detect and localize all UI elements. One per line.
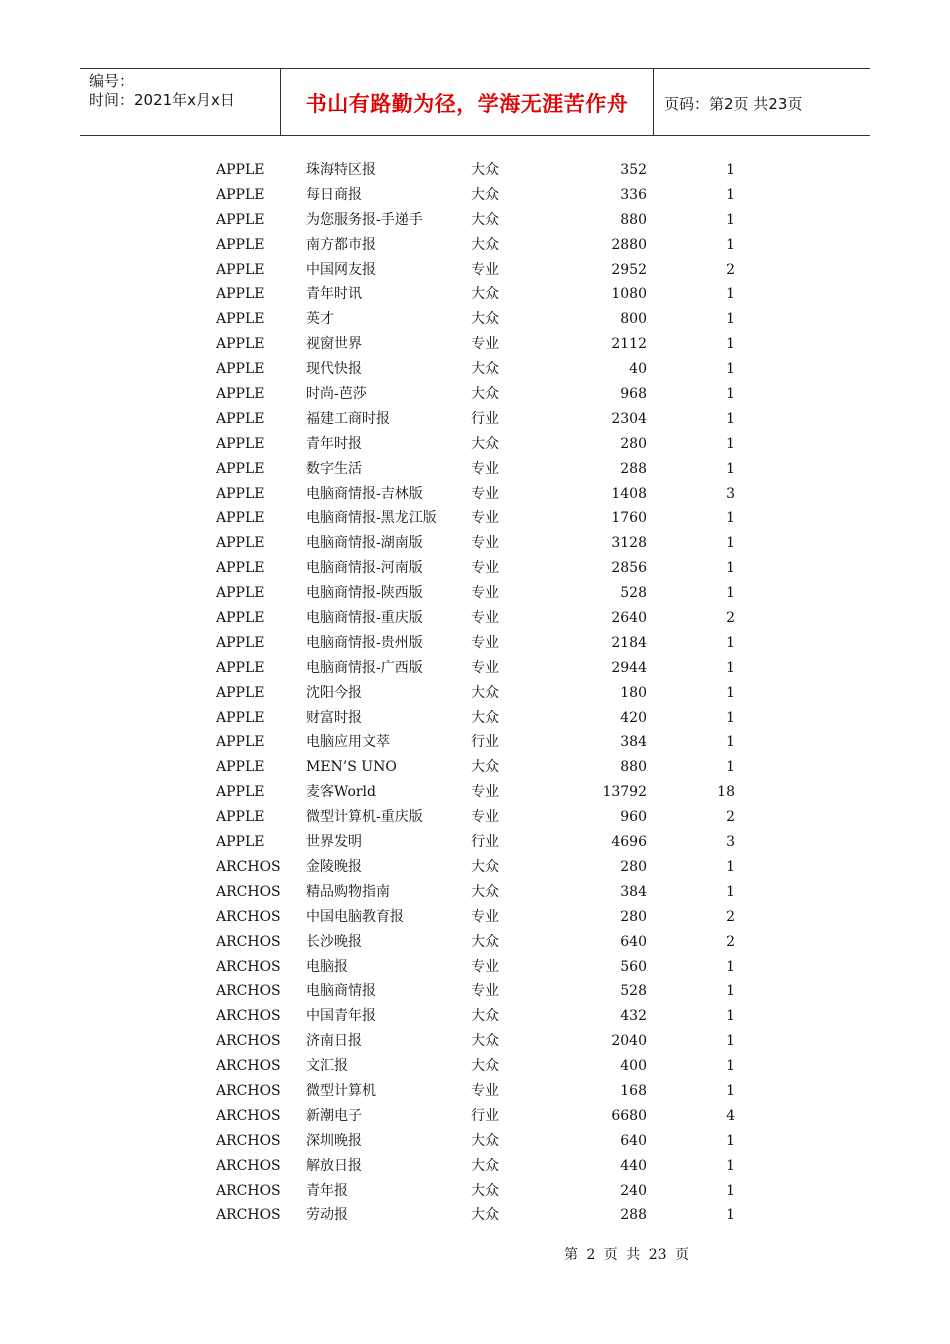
- brand-cell: APPLE: [216, 809, 265, 826]
- media-type-cell: 大众: [471, 162, 499, 178]
- table-row: [0, 830, 950, 855]
- count-cell: 1: [726, 311, 735, 328]
- count-cell: 1: [726, 236, 735, 253]
- count-cell: 1: [726, 1157, 735, 1174]
- table-row: [0, 1004, 950, 1029]
- brand-cell: APPLE: [216, 410, 265, 427]
- count-cell: 1: [726, 1082, 735, 1099]
- header-motto: 书山有路勤为径，学海无涯苦作舟: [305, 92, 629, 116]
- media-cell: 时尚-芭莎: [306, 386, 367, 403]
- media-cell: 微型计算机: [306, 1082, 376, 1099]
- table-row: [0, 258, 950, 283]
- media-cell: 世界发明: [306, 834, 362, 851]
- brand-cell: APPLE: [216, 286, 265, 303]
- media-cell: 电脑报: [306, 958, 348, 975]
- table-row: [0, 780, 950, 805]
- amount-cell: 2640: [611, 610, 647, 627]
- count-cell: 1: [726, 709, 735, 726]
- table-row: [0, 681, 950, 706]
- media-cell: 新潮电子: [306, 1107, 362, 1124]
- media-cell: 济南日报: [306, 1033, 362, 1050]
- media-cell: 电脑商情报-陕西版: [306, 585, 423, 602]
- media-type-cell: 行业: [471, 1107, 499, 1124]
- table-row: [0, 1104, 950, 1129]
- media-type-cell: 专业: [471, 634, 499, 651]
- amount-cell: 13792: [602, 784, 647, 801]
- brand-cell: ARCHOS: [216, 958, 281, 975]
- count-cell: 1: [726, 535, 735, 552]
- amount-cell: 2952: [611, 261, 647, 278]
- amount-cell: 384: [620, 883, 647, 900]
- table-row: [0, 755, 950, 780]
- media-type-cell: 专业: [471, 585, 499, 602]
- table-row: [0, 805, 950, 830]
- amount-cell: 440: [620, 1157, 647, 1174]
- count-cell: 1: [726, 734, 735, 751]
- media-cell: 青年时报: [306, 435, 362, 452]
- count-cell: 1: [726, 684, 735, 701]
- count-cell: 1: [726, 659, 735, 676]
- media-type-cell: 大众: [471, 435, 499, 452]
- count-cell: 1: [726, 759, 735, 776]
- media-cell: 电脑商情报-广西版: [306, 659, 423, 676]
- brand-cell: APPLE: [216, 734, 265, 751]
- media-type-cell: 大众: [471, 386, 499, 403]
- brand-cell: ARCHOS: [216, 1132, 281, 1149]
- media-type-cell: 大众: [471, 858, 499, 875]
- media-type-cell: 行业: [471, 734, 499, 751]
- media-type-cell: 专业: [471, 958, 499, 975]
- amount-cell: 384: [620, 734, 647, 751]
- count-cell: 1: [726, 1033, 735, 1050]
- amount-cell: 880: [620, 211, 647, 228]
- media-type-cell: 大众: [471, 1182, 499, 1199]
- count-cell: 2: [726, 809, 735, 826]
- table-row: [0, 656, 950, 681]
- table-row: [0, 332, 950, 357]
- amount-cell: 640: [620, 1132, 647, 1149]
- brand-cell: APPLE: [216, 460, 265, 477]
- amount-cell: 280: [620, 435, 647, 452]
- media-type-cell: 专业: [471, 659, 499, 676]
- media-cell: 数字生活: [306, 460, 362, 477]
- media-cell: 微型计算机-重庆版: [306, 809, 423, 826]
- brand-cell: ARCHOS: [216, 983, 281, 1000]
- brand-cell: APPLE: [216, 236, 265, 253]
- amount-cell: 1080: [611, 286, 647, 303]
- page-header: [80, 68, 870, 136]
- media-type-cell: 大众: [471, 1033, 499, 1050]
- media-cell: 福建工商时报: [306, 410, 390, 427]
- media-type-cell: 专业: [471, 510, 499, 527]
- table-row: [0, 730, 950, 755]
- media-cell: 珠海特区报: [306, 162, 376, 178]
- media-cell: 电脑商情报-河南版: [306, 560, 423, 577]
- media-cell: 金陵晚报: [306, 858, 362, 875]
- amount-cell: 3128: [611, 535, 647, 552]
- media-type-cell: 专业: [471, 1082, 499, 1099]
- media-cell: MEN’S UNO: [306, 759, 397, 776]
- table-row: [0, 407, 950, 432]
- table-row: [0, 158, 950, 183]
- brand-cell: APPLE: [216, 361, 265, 378]
- media-type-cell: 大众: [471, 883, 499, 900]
- media-type-cell: 专业: [471, 560, 499, 577]
- media-type-cell: 大众: [471, 236, 499, 253]
- media-type-cell: 大众: [471, 1132, 499, 1149]
- table-row: [0, 482, 950, 507]
- amount-cell: 2184: [611, 634, 647, 651]
- table-row: [0, 979, 950, 1004]
- brand-cell: ARCHOS: [216, 1157, 281, 1174]
- table-row: [0, 930, 950, 955]
- brand-cell: ARCHOS: [216, 933, 281, 950]
- brand-cell: APPLE: [216, 311, 265, 328]
- count-cell: 1: [726, 1182, 735, 1199]
- table-row: [0, 208, 950, 233]
- time-label: 时间：2021年x月x日: [89, 91, 235, 109]
- brand-cell: APPLE: [216, 435, 265, 452]
- table-row: [0, 556, 950, 581]
- media-type-cell: 行业: [471, 834, 499, 851]
- brand-cell: APPLE: [216, 709, 265, 726]
- amount-cell: 400: [620, 1058, 647, 1075]
- brand-cell: APPLE: [216, 485, 265, 502]
- table-row: [0, 1129, 950, 1154]
- media-cell: 每日商报: [306, 186, 362, 203]
- amount-cell: 2304: [611, 410, 647, 427]
- media-type-cell: 大众: [471, 1058, 499, 1075]
- serial-label: 编号：: [89, 72, 135, 90]
- count-cell: 2: [726, 933, 735, 950]
- media-cell: 南方都市报: [306, 236, 376, 253]
- brand-cell: ARCHOS: [216, 1033, 281, 1050]
- table-row: [0, 506, 950, 531]
- brand-cell: APPLE: [216, 634, 265, 651]
- media-type-cell: 专业: [471, 809, 499, 826]
- media-type-cell: 专业: [471, 610, 499, 627]
- media-type-cell: 专业: [471, 261, 499, 278]
- amount-cell: 640: [620, 933, 647, 950]
- amount-cell: 280: [620, 908, 647, 925]
- count-cell: 1: [726, 1207, 735, 1224]
- media-cell: 麦客World: [306, 784, 376, 801]
- count-cell: 1: [726, 286, 735, 303]
- amount-cell: 4696: [611, 834, 647, 851]
- media-type-cell: 专业: [471, 460, 499, 477]
- count-cell: 2: [726, 908, 735, 925]
- media-cell: 英才: [306, 311, 334, 328]
- table-row: [0, 357, 950, 382]
- brand-cell: APPLE: [216, 186, 265, 203]
- header-page-info-cell: [654, 69, 870, 135]
- header-meta: [80, 69, 281, 135]
- amount-cell: 1760: [611, 510, 647, 527]
- media-type-cell: 大众: [471, 933, 499, 950]
- brand-cell: APPLE: [216, 784, 265, 801]
- media-cell: 现代快报: [306, 361, 362, 378]
- amount-cell: 432: [620, 1008, 647, 1025]
- count-cell: 1: [726, 983, 735, 1000]
- amount-cell: 528: [620, 983, 647, 1000]
- media-cell: 电脑商情报-黑龙江版: [306, 510, 437, 527]
- table-row: [0, 1079, 950, 1104]
- media-type-cell: 大众: [471, 286, 499, 303]
- footer-page-number: 第 2 页 共 23 页: [564, 1247, 689, 1263]
- brand-cell: APPLE: [216, 162, 265, 178]
- media-cell: 精品购物指南: [306, 883, 390, 900]
- brand-cell: ARCHOS: [216, 1207, 281, 1224]
- table-row: [0, 1054, 950, 1079]
- brand-cell: APPLE: [216, 535, 265, 552]
- media-cell: 中国青年报: [306, 1008, 376, 1025]
- amount-cell: 336: [620, 186, 647, 203]
- media-type-cell: 专业: [471, 336, 499, 353]
- table-row: [0, 531, 950, 556]
- table-row: [0, 432, 950, 457]
- media-type-cell: 大众: [471, 361, 499, 378]
- media-type-cell: 专业: [471, 485, 499, 502]
- count-cell: 1: [726, 1008, 735, 1025]
- brand-cell: APPLE: [216, 386, 265, 403]
- amount-cell: 2944: [611, 659, 647, 676]
- brand-cell: APPLE: [216, 261, 265, 278]
- amount-cell: 420: [620, 709, 647, 726]
- amount-cell: 528: [620, 585, 647, 602]
- brand-cell: APPLE: [216, 585, 265, 602]
- count-cell: 3: [726, 485, 735, 502]
- media-type-cell: 大众: [471, 211, 499, 228]
- count-cell: 1: [726, 336, 735, 353]
- amount-cell: 168: [620, 1082, 647, 1099]
- table-row: [0, 382, 950, 407]
- brand-cell: APPLE: [216, 684, 265, 701]
- amount-cell: 288: [620, 460, 647, 477]
- table-row: [0, 855, 950, 880]
- table-row: [0, 1154, 950, 1179]
- media-cell: 电脑商情报-吉林版: [306, 485, 423, 502]
- brand-cell: ARCHOS: [216, 1182, 281, 1199]
- table-row: [0, 581, 950, 606]
- media-type-cell: 大众: [471, 684, 499, 701]
- count-cell: 1: [726, 883, 735, 900]
- brand-cell: ARCHOS: [216, 1107, 281, 1124]
- media-table: [0, 158, 950, 1228]
- media-cell: 深圳晚报: [306, 1132, 362, 1149]
- amount-cell: 880: [620, 759, 647, 776]
- count-cell: 1: [726, 1132, 735, 1149]
- media-cell: 电脑商情报-湖南版: [306, 535, 423, 552]
- media-type-cell: 大众: [471, 186, 499, 203]
- amount-cell: 288: [620, 1207, 647, 1224]
- table-row: [0, 955, 950, 980]
- media-type-cell: 专业: [471, 908, 499, 925]
- count-cell: 1: [726, 858, 735, 875]
- count-cell: 1: [726, 510, 735, 527]
- count-cell: 1: [726, 186, 735, 203]
- amount-cell: 960: [620, 809, 647, 826]
- media-cell: 财富时报: [306, 709, 362, 726]
- count-cell: 3: [726, 834, 735, 851]
- media-cell: 沈阳今报: [306, 684, 362, 701]
- media-cell: 解放日报: [306, 1157, 362, 1174]
- table-row: [0, 1179, 950, 1204]
- brand-cell: APPLE: [216, 211, 265, 228]
- table-row: [0, 1029, 950, 1054]
- brand-cell: ARCHOS: [216, 1058, 281, 1075]
- brand-cell: APPLE: [216, 659, 265, 676]
- amount-cell: 280: [620, 858, 647, 875]
- table-row: [0, 282, 950, 307]
- table-row: [0, 631, 950, 656]
- media-type-cell: 行业: [471, 410, 499, 427]
- table-row: [0, 606, 950, 631]
- table-row: [0, 307, 950, 332]
- count-cell: 1: [726, 211, 735, 228]
- media-cell: 青年报: [306, 1182, 348, 1199]
- amount-cell: 2040: [611, 1033, 647, 1050]
- amount-cell: 968: [620, 386, 647, 403]
- count-cell: 1: [726, 386, 735, 403]
- amount-cell: 2112: [611, 336, 647, 353]
- amount-cell: 6680: [611, 1107, 647, 1124]
- brand-cell: ARCHOS: [216, 1008, 281, 1025]
- amount-cell: 800: [620, 311, 647, 328]
- media-cell: 电脑商情报-重庆版: [306, 610, 423, 627]
- count-cell: 2: [726, 610, 735, 627]
- media-cell: 中国网友报: [306, 261, 376, 278]
- media-cell: 电脑商情报-贵州版: [306, 634, 423, 651]
- media-cell: 中国电脑教育报: [306, 908, 404, 925]
- table-row: [0, 905, 950, 930]
- table-row: [0, 183, 950, 208]
- brand-cell: APPLE: [216, 336, 265, 353]
- count-cell: 1: [726, 361, 735, 378]
- amount-cell: 560: [620, 958, 647, 975]
- brand-cell: ARCHOS: [216, 908, 281, 925]
- table-row: [0, 880, 950, 905]
- amount-cell: 240: [620, 1182, 647, 1199]
- media-type-cell: 大众: [471, 1157, 499, 1174]
- media-cell: 为您服务报-手递手: [306, 211, 423, 228]
- amount-cell: 180: [620, 684, 647, 701]
- amount-cell: 2856: [611, 560, 647, 577]
- media-type-cell: 专业: [471, 535, 499, 552]
- amount-cell: 352: [620, 162, 647, 178]
- amount-cell: 40: [629, 361, 647, 378]
- media-cell: 长沙晚报: [306, 933, 362, 950]
- header-motto-cell: [281, 69, 654, 135]
- amount-cell: 1408: [611, 485, 647, 502]
- brand-cell: APPLE: [216, 610, 265, 627]
- media-type-cell: 大众: [471, 1207, 499, 1224]
- brand-cell: ARCHOS: [216, 883, 281, 900]
- media-type-cell: 大众: [471, 709, 499, 726]
- media-cell: 劳动报: [306, 1207, 348, 1224]
- count-cell: 1: [726, 410, 735, 427]
- media-cell: 青年时讯: [306, 286, 362, 303]
- media-cell: 文汇报: [306, 1058, 348, 1075]
- count-cell: 4: [726, 1107, 735, 1124]
- brand-cell: APPLE: [216, 834, 265, 851]
- count-cell: 1: [726, 585, 735, 602]
- media-type-cell: 大众: [471, 759, 499, 776]
- count-cell: 2: [726, 261, 735, 278]
- count-cell: 1: [726, 460, 735, 477]
- header-page-info: 页码：第2页 共23页: [664, 94, 803, 113]
- media-type-cell: 大众: [471, 311, 499, 328]
- amount-cell: 2880: [611, 236, 647, 253]
- brand-cell: APPLE: [216, 510, 265, 527]
- table-row: [0, 233, 950, 258]
- brand-cell: ARCHOS: [216, 858, 281, 875]
- count-cell: 1: [726, 1058, 735, 1075]
- count-cell: 1: [726, 958, 735, 975]
- table-row: [0, 706, 950, 731]
- table-row: [0, 1203, 950, 1228]
- media-cell: 电脑应用文萃: [306, 734, 390, 751]
- media-type-cell: 专业: [471, 983, 499, 1000]
- brand-cell: ARCHOS: [216, 1082, 281, 1099]
- media-cell: 视窗世界: [306, 336, 362, 353]
- brand-cell: APPLE: [216, 560, 265, 577]
- count-cell: 18: [717, 784, 735, 801]
- media-cell: 电脑商情报: [306, 983, 376, 1000]
- count-cell: 1: [726, 634, 735, 651]
- count-cell: 1: [726, 560, 735, 577]
- brand-cell: APPLE: [216, 759, 265, 776]
- table-row: [0, 457, 950, 482]
- media-type-cell: 大众: [471, 1008, 499, 1025]
- media-type-cell: 专业: [471, 784, 499, 801]
- count-cell: 1: [726, 435, 735, 452]
- count-cell: 1: [726, 162, 735, 178]
